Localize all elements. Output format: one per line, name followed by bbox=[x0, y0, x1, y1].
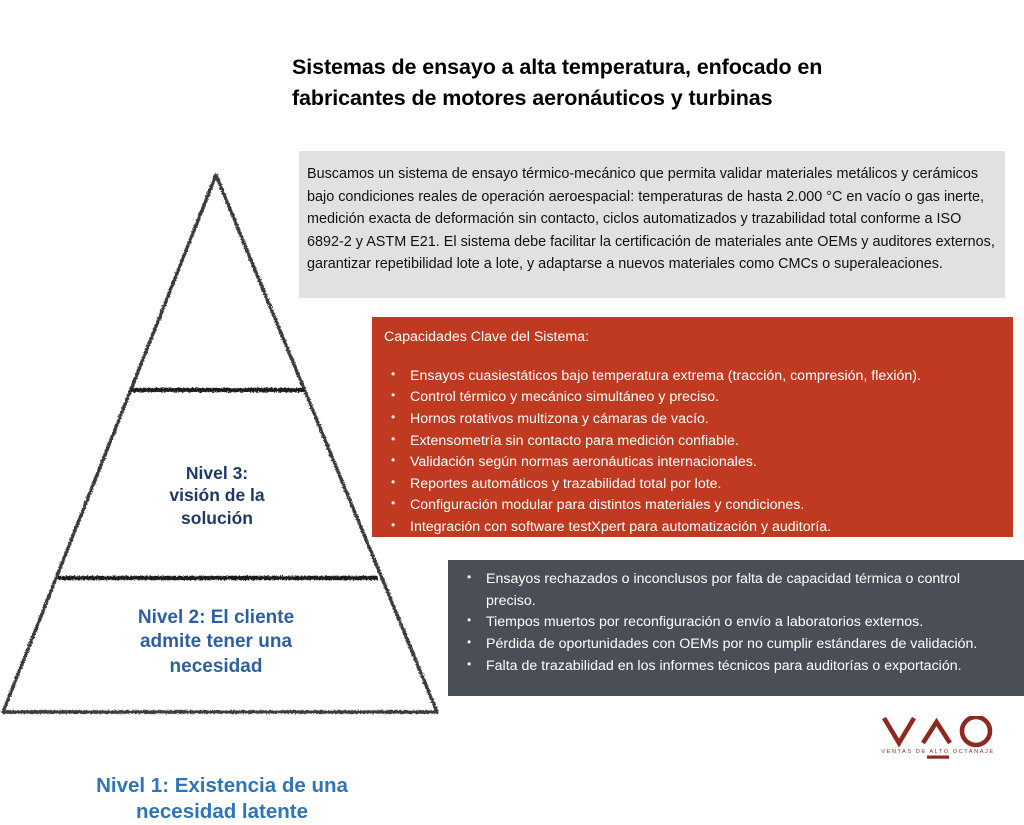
need-statement-text: Buscamos un sistema de ensayo térmico-mecánico que permita validar materiales metálicos y cerámicos bajo condiciones reales de operación aeroespacial: temperaturas de hasta 2.000 °C en vacío o gas inerte, medición exacta de deformación sin contacto, ciclos automatizados y trazabilidad total conforme a ISO 6892-2 y ASTM E21. El sistema debe facilitar la certificación de materiales ante OEMs y auditores externos, garantizar repetibilidad lote a lote, y adaptarse a nuevos materiales como CMCs o superaleaciones. bbox=[307, 166, 995, 273]
pain-points-box bbox=[448, 560, 1024, 696]
list-item: • Control térmico y mecánico simultáneo y preciso. bbox=[384, 387, 1001, 409]
list-item: • Integración con software testXpert para automatización y auditoría. bbox=[384, 517, 1001, 539]
pyramid-level-2-label bbox=[96, 606, 336, 679]
list-item: • Reportes automáticos y trazabilidad total por lote. bbox=[384, 474, 1001, 496]
nivel-1-line-2: necesidad latente bbox=[135, 800, 309, 824]
vao-logo-tagline: VENTAS DE ALTO OCTANAJE bbox=[881, 749, 995, 755]
list-item: • Ensayos rechazados o inconclusos por falta de capacidad térmica o control preciso. bbox=[458, 569, 1010, 612]
pyramid-level-3-label bbox=[128, 462, 306, 529]
nivel-3-line-2: visión de la bbox=[169, 485, 265, 506]
list-item: • Ensayos cuasiestáticos bajo temperatura extrema (tracción, compresión, flexión). bbox=[384, 366, 1001, 388]
capabilities-heading: Capacidades Clave del Sistema: bbox=[384, 329, 590, 345]
vao-logo-underline bbox=[927, 756, 949, 759]
list-item: • Extensometría sin contacto para medición confiable. bbox=[384, 431, 1001, 453]
nivel-1-line-1: Nivel 1: Existencia de una bbox=[96, 774, 348, 797]
list-item: • Hornos rotativos multizona y cámaras de vacío. bbox=[384, 409, 1001, 431]
nivel-3-line-1: Nivel 3: bbox=[185, 463, 249, 483]
list-item: • Falta de trazabilidad en los informes técnicos para auditorías o exportación. bbox=[458, 656, 1010, 678]
list-item: • Tiempos muertos por reconfiguración o envío a laboratorios externos. bbox=[458, 612, 1010, 634]
capabilities-box bbox=[372, 317, 1013, 537]
nivel-2-line-2: admite tener una bbox=[139, 631, 293, 653]
capabilities-list bbox=[384, 366, 1001, 539]
need-statement-box bbox=[299, 151, 1005, 298]
list-item: • Validación según normas aeronáuticas internacionales. bbox=[384, 452, 1001, 474]
page-title: Sistemas de ensayo a alta temperatura, enfocado en fabricantes de motores aeronáuticos y turbinas bbox=[292, 55, 823, 110]
nivel-3-line-3: solución bbox=[181, 507, 253, 528]
pain-points-list bbox=[458, 569, 1010, 678]
nivel-2-line-3: necesidad bbox=[169, 655, 263, 677]
list-item: • Configuración modular para distintos materiales y condiciones. bbox=[384, 495, 1001, 517]
pyramid-level-1-label bbox=[52, 773, 392, 825]
nivel-2-line-1: Nivel 2: El cliente bbox=[137, 607, 295, 628]
vao-logo-mark bbox=[884, 717, 990, 745]
list-item: • Pérdida de oportunidades con OEMs por no cumplir estándares de validación. bbox=[458, 634, 1010, 656]
vao-logo bbox=[878, 716, 998, 760]
